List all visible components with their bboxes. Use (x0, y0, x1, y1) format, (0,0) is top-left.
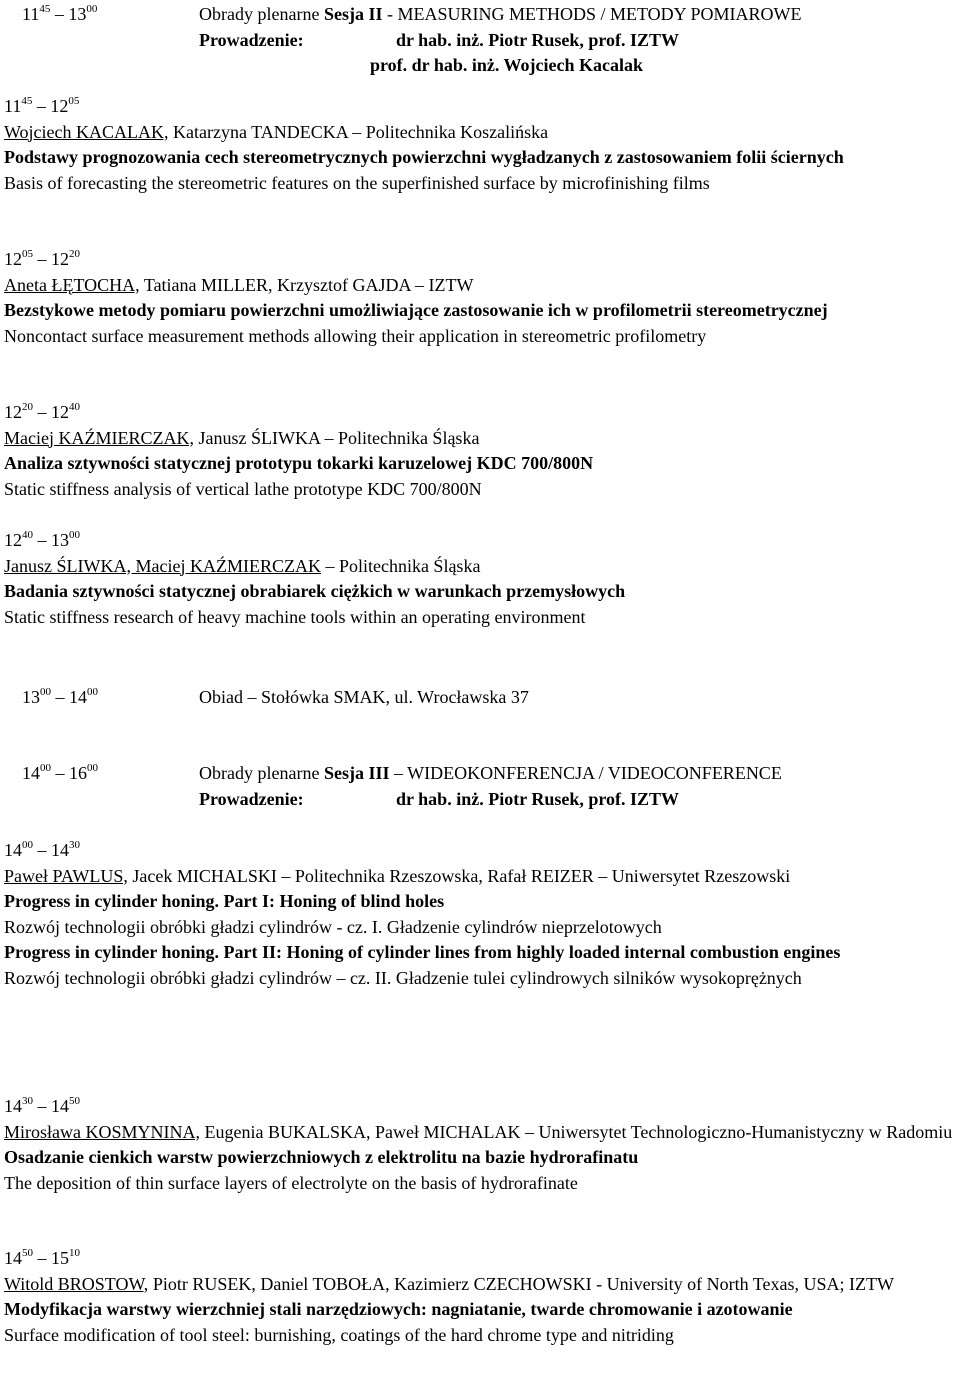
talk-title-part-2: Progress in cylinder honing. Part II: Honing of cylinder lines from highly loaded internal combustion engines (4, 942, 841, 962)
talk-title-en: Static stiffness analysis of vertical lathe prototype KDC 700/800N (4, 478, 482, 499)
session-2-moderator-row (199, 28, 959, 54)
talk-title-part-2-pl: Rozwój technologii obróbki gładzi cylindrów – cz. II. Gładzenie tulei cylindrowych silników wysokoprężnych (4, 967, 802, 988)
talk-title-pl: Badania sztywności statycznej obrabiarek ciężkich w warunkach przemysłowych (4, 581, 626, 601)
talk-authors: Witold BROSTOW, Piotr RUSEK, Daniel TOBOŁA, Kazimierz CZECHOWSKI - University of North Texas, USA; IZTW (4, 1273, 894, 1294)
talk-title-en: Surface modification of tool steel: burnishing, coatings of the hard chrome type and nitriding (4, 1324, 674, 1345)
lunch-text: Obiad – Stołówka SMAK, ul. Wrocławska 37 (199, 687, 529, 707)
talk-title-en: Basis of forecasting the stereometric features on the superfinished surface by microfinishing films (4, 172, 710, 193)
talk-item (4, 838, 958, 991)
talk-item (4, 247, 958, 349)
talk-time: $12^{20} - 12^{40}$ (4, 401, 80, 422)
talk-item (4, 94, 958, 196)
talk-authors: Paweł PAWLUS, Jacek MICHALSKI – Politechnika Rzeszowska, Rafał REIZER – Uniwersytet Rzeszowski (4, 865, 791, 886)
first-author: Wojciech KACALAK, (4, 121, 169, 142)
moderators-label: Prowadzenie: (199, 788, 304, 809)
talk-title-en: Static stiffness research of heavy machine tools within an operating environment (4, 606, 586, 627)
talk-title-pl: Modyfikacja warstwy wierzchniej stali narzędziowych: nagniatanie, twarde chromowanie i azotowanie (4, 1299, 793, 1319)
talk-time: $12^{40} - 13^{00}$ (4, 529, 80, 550)
talk-time: $12^{05} - 12^{20}$ (4, 248, 80, 269)
session-3-time: $14^{00} - 16^{00}$ (22, 762, 98, 783)
session-3-title: Obrady plenarne Sesja III – WIDEOKONFERENCJA / VIDEOCONFERENCE (199, 763, 782, 783)
session-3-body (199, 761, 959, 812)
talk-title-part-1-pl: Rozwój technologii obróbki gładzi cylindrów - cz. I. Gładzenie cylindrów nieprzelotowych (4, 916, 662, 937)
talk-item (4, 528, 958, 630)
talk-time: $14^{00} - 14^{30}$ (4, 839, 80, 860)
talk-authors: Wojciech KACALAK, Katarzyna TANDECKA – Politechnika Koszalińska (4, 121, 549, 142)
first-author: Maciej KAŹMIERCZAK, (4, 427, 194, 448)
talk-time: $14^{50} - 15^{10}$ (4, 1247, 80, 1268)
session-2-title: Obrady plenarne Sesja II - MEASURING METHODS / METODY POMIAROWE (199, 4, 802, 24)
talk-title-pl: Podstawy prognozowania cech stereometrycznych powierzchni wygładzanych z zastosowaniem folii ściernych (4, 147, 844, 167)
lunch-time: $13^{00} - 14^{00}$ (22, 686, 98, 707)
session-2-moderator-row-2 (199, 53, 959, 79)
talk-authors: Janusz ŚLIWKA, Maciej KAŹMIERCZAK – Politechnika Śląska (4, 555, 481, 576)
session-3-moderator-row (199, 787, 959, 813)
talk-authors: Mirosława KOSMYNINA, Eugenia BUKALSKA, Paweł MICHALAK – Uniwersytet Technologiczno-Humanistyczny w Radomiu (4, 1121, 953, 1142)
session-2-body (199, 2, 959, 79)
talk-title-en: Noncontact surface measurement methods allowing their application in stereometric profilometry (4, 325, 707, 346)
moderators-label: Prowadzenie: (199, 29, 304, 50)
talk-title-en: The deposition of thin surface layers of electrolyte on the basis of hydrorafinate (4, 1172, 578, 1193)
first-author: Paweł PAWLUS, (4, 865, 128, 886)
first-author: Aneta ŁĘTOCHA, (4, 274, 140, 295)
talk-title-pl: Bezstykowe metody pomiaru powierzchni umożliwiające zastosowanie ich w profilometrii stereometrycznej (4, 300, 828, 320)
moderator-name: prof. dr hab. inż. Wojciech Kacalak (370, 55, 644, 75)
talk-time: $14^{30} - 14^{50}$ (4, 1095, 80, 1116)
talk-item (4, 400, 958, 502)
talk-time: $11^{45} - 12^{05}$ (4, 95, 80, 116)
talk-authors: Aneta ŁĘTOCHA, Tatiana MILLER, Krzysztof GAJDA – IZTW (4, 274, 474, 295)
talk-item (4, 1246, 958, 1348)
moderator-name: dr hab. inż. Piotr Rusek, prof. IZTW (396, 29, 680, 50)
talk-item (4, 1094, 958, 1196)
first-author: Mirosława KOSMYNINA, (4, 1121, 200, 1142)
moderator-name: dr hab. inż. Piotr Rusek, prof. IZTW (396, 788, 680, 809)
talk-title-pl: Analiza sztywności statycznej prototypu tokarki karuzelowej KDC 700/800N (4, 453, 594, 473)
talk-title-part-1: Progress in cylinder honing. Part I: Honing of blind holes (4, 891, 445, 911)
first-author: Janusz ŚLIWKA, Maciej KAŹMIERCZAK (4, 555, 321, 576)
talk-authors: Maciej KAŹMIERCZAK, Janusz ŚLIWKA – Politechnika Śląska (4, 427, 480, 448)
session-2-time: $11^{45} - 13^{00}$ (22, 3, 98, 24)
first-author: Witold BROSTOW, (4, 1273, 149, 1294)
talk-title-pl: Osadzanie cienkich warstw powierzchniowych z elektrolitu na bazie hydrorafinatu (4, 1147, 639, 1167)
